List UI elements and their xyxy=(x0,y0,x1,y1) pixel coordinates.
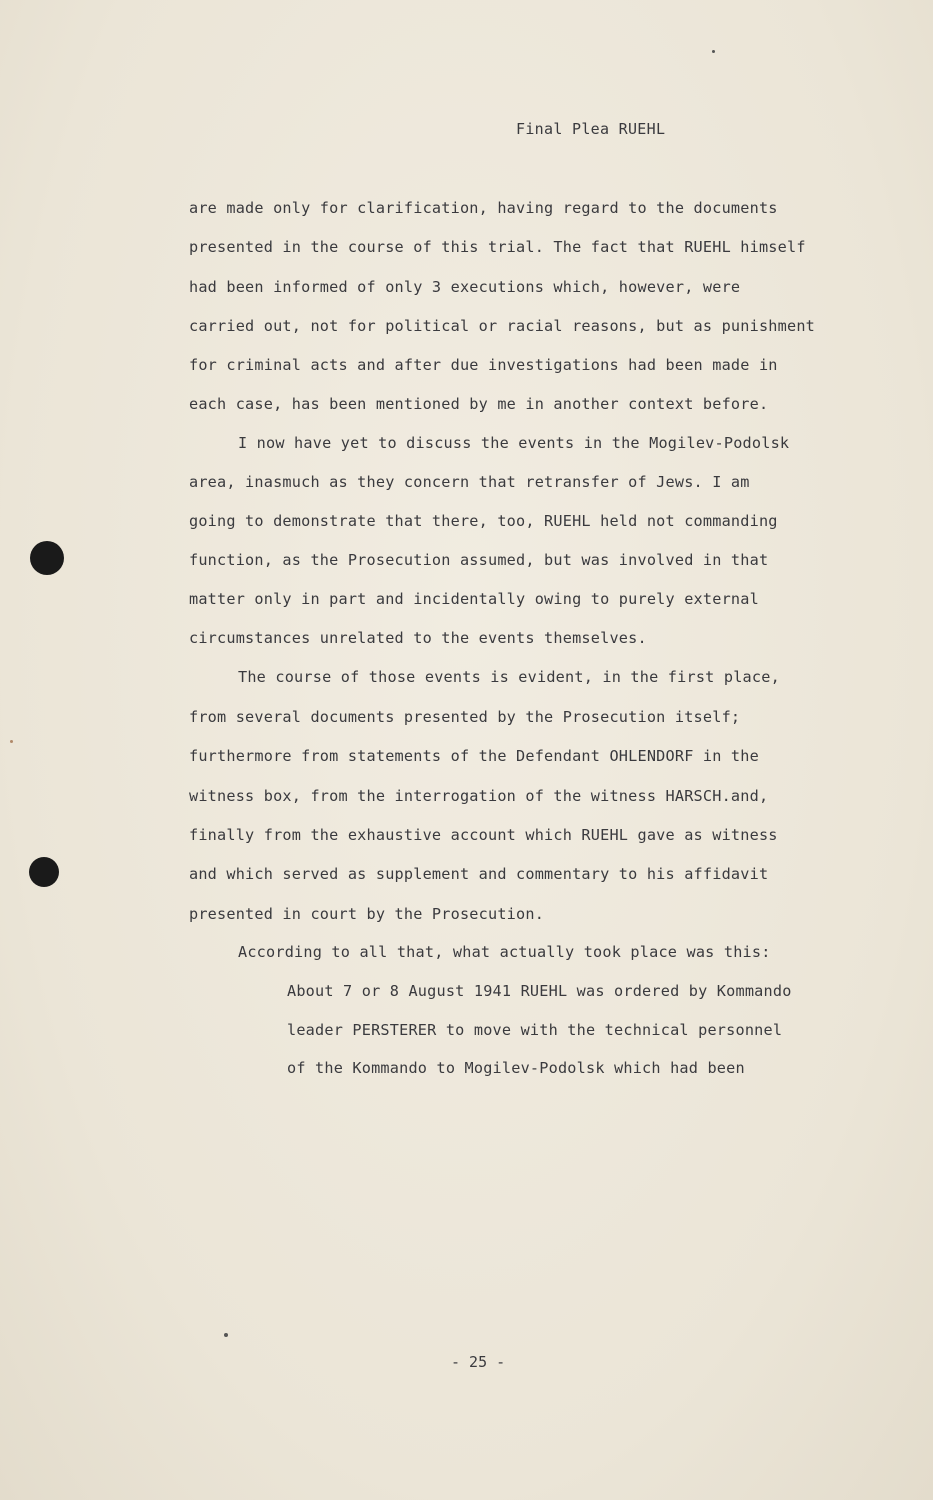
text-line: area, inasmuch as they concern that retransfer of Jews. I am xyxy=(189,473,750,491)
speck xyxy=(712,50,715,53)
text-line: furthermore from statements of the Defendant OHLENDORF in the xyxy=(189,747,759,765)
page-header: Final Plea RUEHL xyxy=(516,120,666,138)
text-line: matter only in part and incidentally owing to purely external xyxy=(189,590,759,608)
text-line: About 7 or 8 August 1941 RUEHL was ordered by Kommando xyxy=(287,982,792,1000)
text-line: are made only for clarification, having regard to the documents xyxy=(189,199,778,217)
text-line: from several documents presented by the Prosecution itself; xyxy=(189,708,741,726)
text-line: carried out, not for political or racial reasons, but as punishment xyxy=(189,317,816,335)
punch-hole-bottom xyxy=(29,857,59,887)
text-line: leader PERSTERER to move with the technical personnel xyxy=(287,1021,783,1039)
text-line: each case, has been mentioned by me in another context before. xyxy=(189,395,769,413)
speck xyxy=(10,740,13,743)
text-line: and which served as supplement and commentary to his affidavit xyxy=(189,865,769,883)
punch-hole-top xyxy=(30,541,64,575)
page-number: - 25 - xyxy=(451,1353,506,1371)
text-line: finally from the exhaustive account which RUEHL gave as witness xyxy=(189,826,778,844)
text-line: presented in court by the Prosecution. xyxy=(189,905,545,923)
speck xyxy=(224,1333,228,1337)
text-line: According to all that, what actually took place was this: xyxy=(238,943,771,961)
text-line: I now have yet to discuss the events in the Mogilev-Podolsk xyxy=(238,434,790,452)
text-line: presented in the course of this trial. The fact that RUEHL himself xyxy=(189,238,806,256)
text-line: going to demonstrate that there, too, RUEHL held not commanding xyxy=(189,512,778,530)
text-line: of the Kommando to Mogilev-Podolsk which had been xyxy=(287,1059,745,1077)
text-line: witness box, from the interrogation of the witness HARSCH.and, xyxy=(189,787,769,805)
text-line: had been informed of only 3 executions which, however, were xyxy=(189,278,741,296)
text-line: circumstances unrelated to the events themselves. xyxy=(189,629,647,647)
text-line: for criminal acts and after due investigations had been made in xyxy=(189,356,778,374)
text-line: The course of those events is evident, in the first place, xyxy=(238,668,780,686)
text-line: function, as the Prosecution assumed, but was involved in that xyxy=(189,551,769,569)
